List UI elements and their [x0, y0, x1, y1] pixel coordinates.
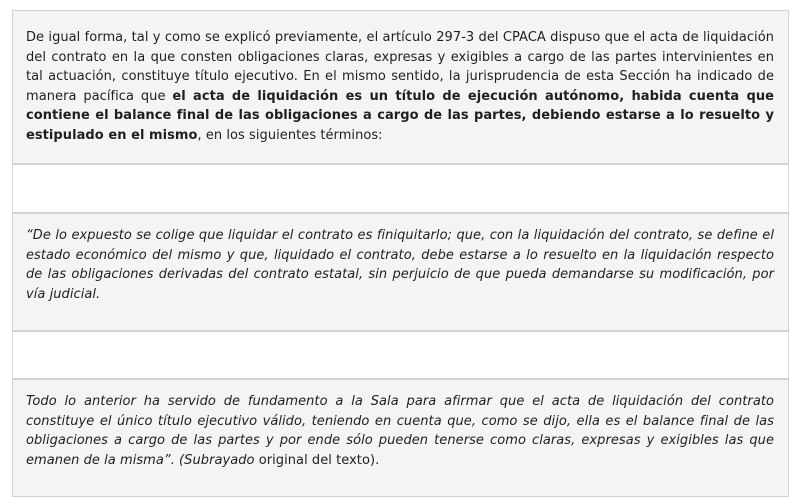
blank-row-2	[12, 331, 789, 379]
quote2-italic-text: Todo lo anterior ha servido de fundamento a la Sala para afirmar que el acta de liquidación del contrato constituye el único título ejecutivo válido, teniendo en cuenta que, como se dijo, ella es el balance final de las obligaciones a cargo de las partes y por ende sólo pueden tenerse como claras, expresas y exigibles las que emanen de la misma”. (Subrayado	[26, 394, 774, 468]
quote-block-1	[12, 213, 789, 331]
intro-text-after: , en los siguientes términos:	[197, 127, 383, 143]
quote2-normal-text: original del texto).	[258, 452, 380, 468]
intro-paragraph	[13, 11, 788, 145]
blank-row-1	[12, 164, 789, 213]
quote-block-2	[12, 379, 789, 497]
intro-text-before: De igual forma, tal y como se explicó previamente, el artículo 297-3 del CPACA dispuso que el acta de liquidación del contrato en la que consten obligaciones claras, expresas y exigibles a cargo de las partes intervinientes en tal actuación, constituye título ejecutivo. En el mismo sentido, la jurisprudencia de esta Sección ha indicado de manera pacífica que	[26, 30, 774, 104]
quote-paragraph-1: “De lo expuesto se colige que liquidar el contrato es finiquitarlo; que, con la liquidación del contrato, se define el estado económico del mismo y que, liquidado el contrato, debe estarse a lo resuelto en la liquidación respecto de las obligaciones derivadas del contrato estatal, sin perjuicio de que pueda demandarse su modificación, por vía judicial.	[26, 228, 774, 302]
paragraph-block-intro	[12, 10, 789, 164]
quote-paragraph-2	[13, 380, 788, 470]
intro-bold-text: el acta de liquidación es un título de ejecución autónomo, habida cuenta que contiene el balance final de las obligaciones a cargo de las partes, debiendo estarse a lo resuelto y estipulado en el mismo	[26, 88, 774, 143]
